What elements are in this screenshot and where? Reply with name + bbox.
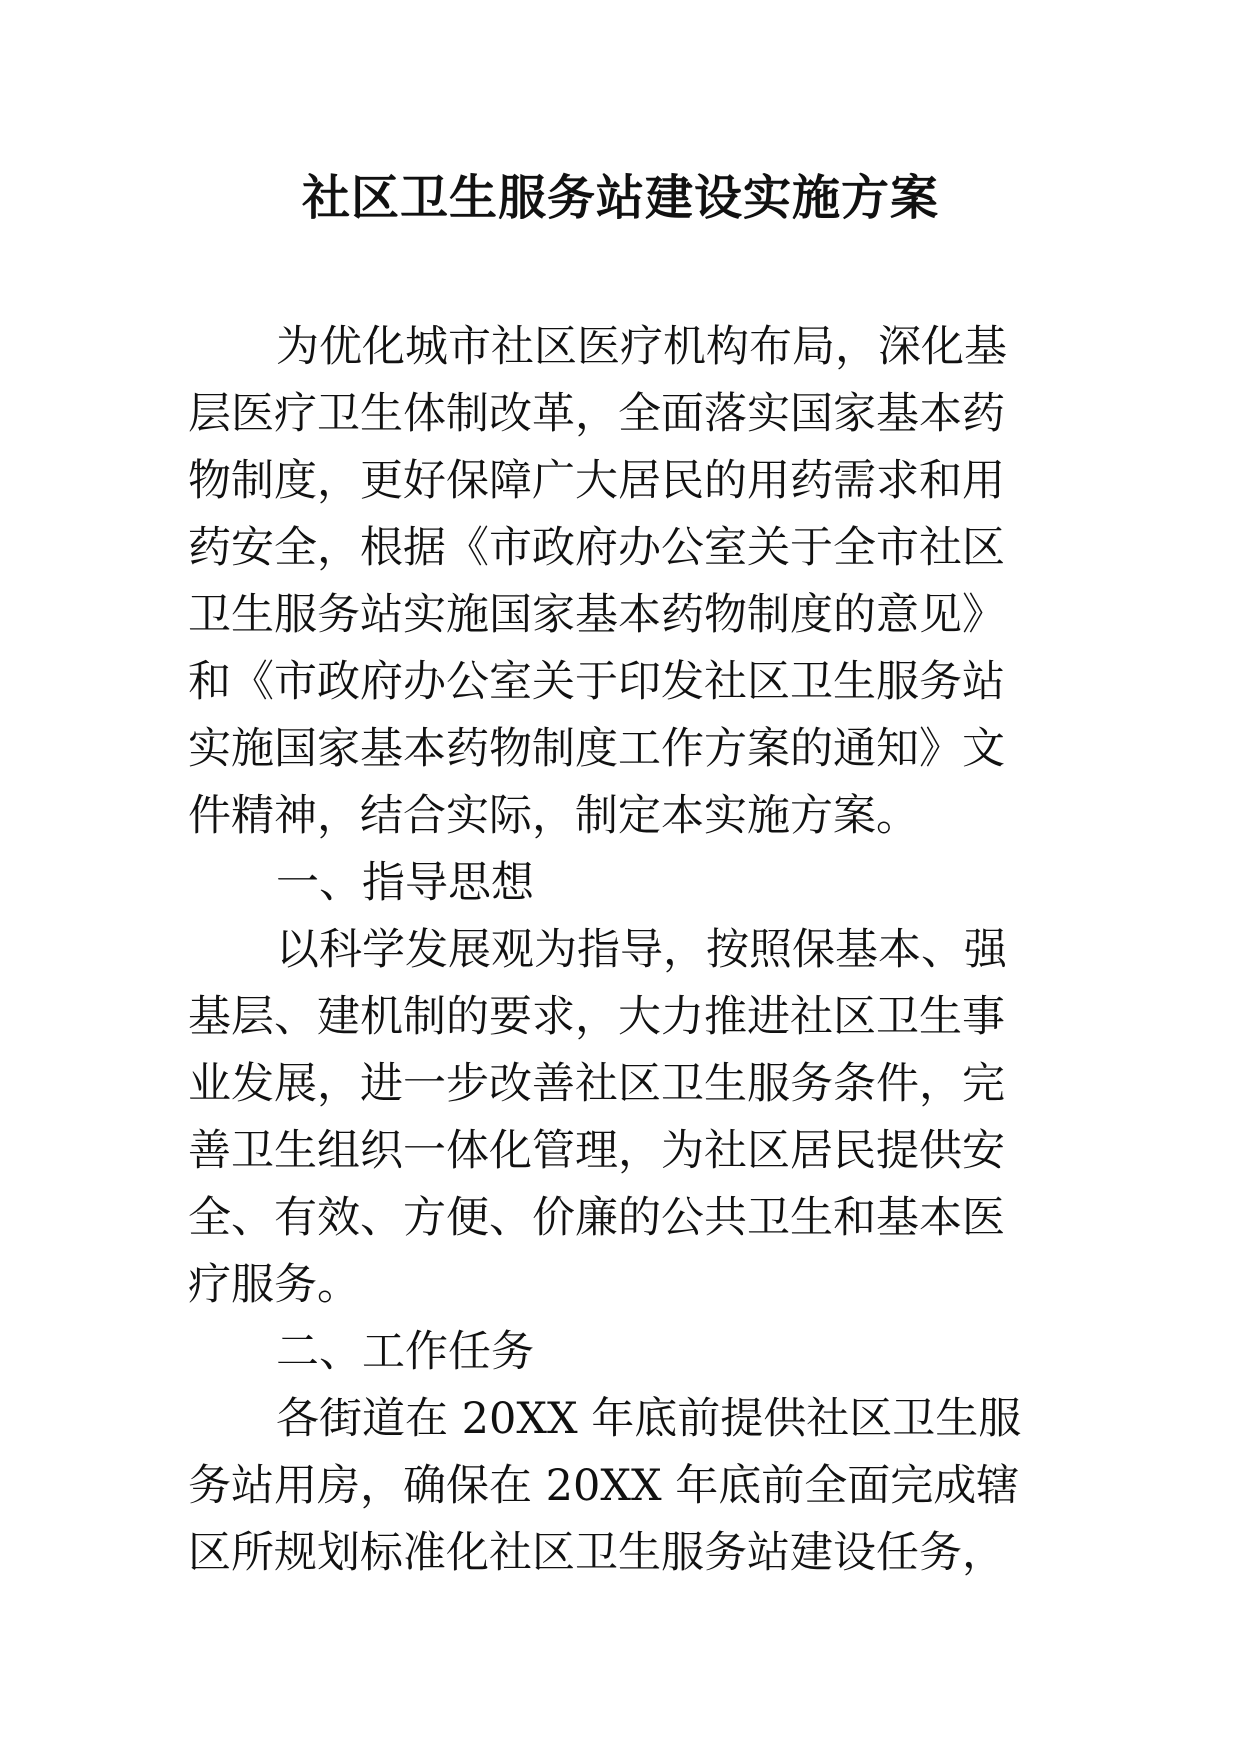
paragraph-line: 全、有效、方便、价廉的公共卫生和基本医 bbox=[188, 1193, 1005, 1243]
paragraph-line: 实施国家基本药物制度工作方案的通知》文 bbox=[188, 724, 1005, 774]
paragraph-line: 药安全，根据《市政府办公室关于全市社区 bbox=[188, 523, 1005, 573]
paragraph-line: 业发展，进一步改善社区卫生服务条件，完 bbox=[188, 1059, 1005, 1109]
section-heading: 一、指导思想 bbox=[276, 858, 534, 908]
paragraph-line: 为优化城市社区医疗机构布局，深化基 bbox=[276, 322, 1007, 372]
paragraph-line: 区所规划标准化社区卫生服务站建设任务， bbox=[188, 1528, 1005, 1578]
paragraph-line: 层医疗卫生体制改革，全面落实国家基本药 bbox=[188, 389, 1005, 439]
paragraph-line: 以科学发展观为指导，按照保基本、强 bbox=[276, 925, 1007, 975]
paragraph-line: 善卫生组织一体化管理，为社区居民提供安 bbox=[188, 1126, 1005, 1176]
paragraph-line: 各街道在 20XX 年底前提供社区卫生服 bbox=[276, 1394, 1022, 1444]
paragraph-line: 卫生服务站实施国家基本药物制度的意见》 bbox=[188, 590, 1005, 640]
paragraph-line: 疗服务。 bbox=[188, 1260, 360, 1310]
document-title: 社区卫生服务站建设实施方案 bbox=[301, 170, 939, 226]
document-body bbox=[188, 314, 1088, 1587]
paragraph-line: 件精神，结合实际，制定本实施方案。 bbox=[188, 791, 919, 841]
paragraph-line: 基层、建机制的要求，大力推进社区卫生事 bbox=[188, 992, 1005, 1042]
paragraph-line: 和《市政府办公室关于印发社区卫生服务站 bbox=[188, 657, 1005, 707]
section-heading: 二、工作任务 bbox=[276, 1327, 534, 1377]
paragraph-line: 物制度，更好保障广大居民的用药需求和用 bbox=[188, 456, 1005, 506]
paragraph-line: 务站用房，确保在 20XX 年底前全面完成辖 bbox=[188, 1461, 1020, 1511]
